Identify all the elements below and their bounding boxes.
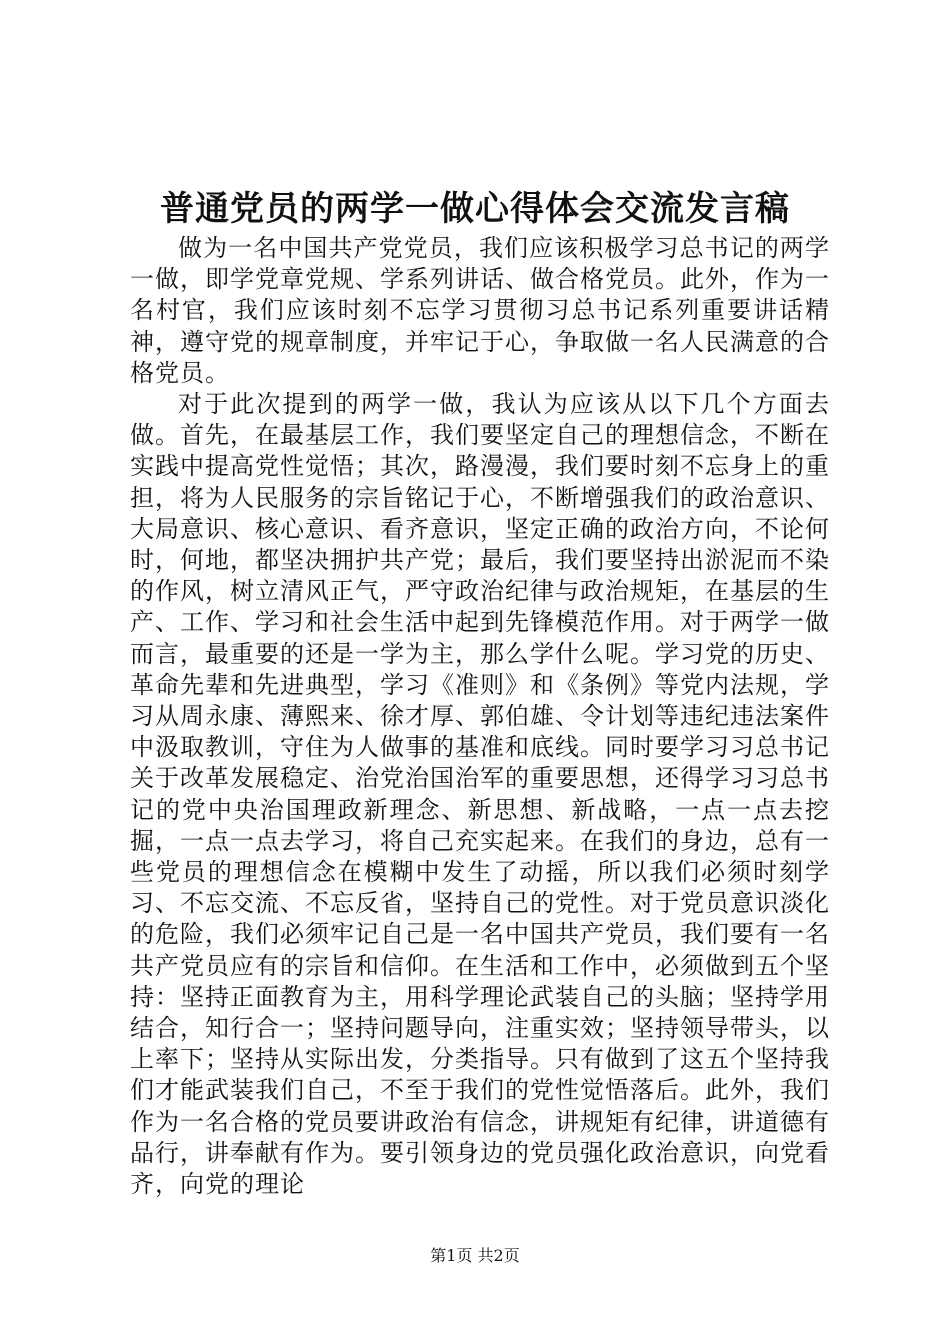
page-number: 第1页 共2页 bbox=[430, 1246, 520, 1265]
paragraph-1: 做为一名中国共产党党员，我们应该积极学习总书记的两学一做，即学党章党规、学系列讲话、做合格党员。此外，作为一名村官，我们应该时刻不忘学习贯彻习总书记系列重要讲话精神，遵守党的规章制度，并牢记于心，争取做一名人民满意的合格党员。 bbox=[130, 234, 830, 387]
document-title: 普通党员的两学一做心得体会交流发言稿 bbox=[160, 189, 790, 229]
document-body bbox=[130, 233, 830, 1200]
paragraph-2: 对于此次提到的两学一做，我认为应该从以下几个方面去做。首先，在最基层工作，我们要坚定自己的理想信念，不断在实践中提高党性觉悟；其次，路漫漫，我们要时刻不忘身上的重担，将为人民服务的宗旨铭记于心，不断增强我们的政治意识、大局意识、核心意识、看齐意识，坚定正确的政治方向，不论何时，何地，都坚决拥护共产党；最后，我们要坚持出淤泥而不染的作风，树立清风正气，严守政治纪律与政治规矩，在基层的生产、工作、学习和社会生活中起到先锋模范作用。对于两学一做而言，最重要的还是一学为主，那么学什么呢。学习党的历史、革命先辈和先进典型，学习《准则》和《条例》等党内法规，学习从周永康、薄熙来、徐才厚、郭伯雄、令计划等违纪违法案件中汲取教训，守住为人做事的基准和底线。同时要学习习总书记关于改革发展稳定、治党治国治军的重要思想，还得学习习总书记的党中央治国理政新理念、新思想、新战略，一点一点去挖掘，一点一点去学习，将自己充实起来。在我们的身边，总有一些党员的理想信念在模糊中发生了动摇，所以我们必须时刻学习、不忘交流、不忘反省，坚持自己的党性。对于党员意识淡化的危险，我们必须牢记自己是一名中国共产党员，我们要有一名共产党员应有的宗旨和信仰。在生活和工作中，必须做到五个坚持：坚持正面教育为主，用科学理论武装自己的头脑；坚持学用结合，知行合一；坚持问题导向，注重实效；坚持领导带头，以上率下；坚持从实际出发，分类指导。只有做到了这五个坚持我们才能武装我们自己，不至于我们的党性觉悟落后。此外，我们作为一名合格的党员要讲政治有信念，讲规矩有纪律，讲道德有品行，讲奉献有作为。要引领身边的党员强化政治意识，向党看齐，向党的理论 bbox=[130, 390, 830, 1199]
